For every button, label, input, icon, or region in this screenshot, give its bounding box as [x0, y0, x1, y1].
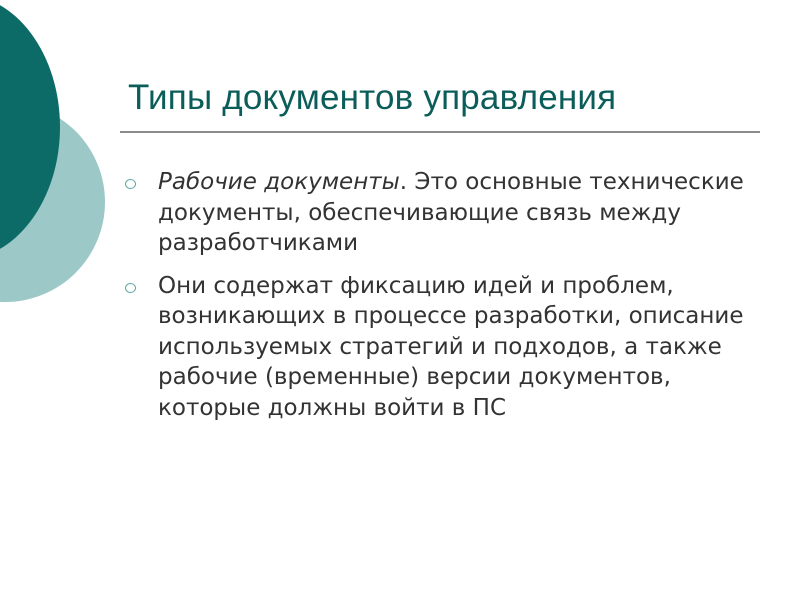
hollow-circle-bullet-icon: [125, 283, 136, 293]
bullet-item: [122, 271, 762, 424]
bullet-text: . Это основные технические документы, обеспечивающие связь между разработчиками: [158, 169, 744, 256]
title-divider: [120, 131, 760, 133]
slide-title: Типы документов управления: [128, 78, 617, 117]
bullet-list: [122, 167, 762, 435]
bullet-term: Рабочие документы: [158, 169, 400, 195]
bullet-text: Они содержат фиксацию идей и проблем, возникающих в процессе разработки, описание используемых стратегий и подходов, а также рабочие (временные) версии документов, которые должны войти в ПС: [158, 272, 744, 421]
hollow-circle-bullet-icon: [125, 179, 136, 189]
bullet-item: [122, 167, 762, 259]
